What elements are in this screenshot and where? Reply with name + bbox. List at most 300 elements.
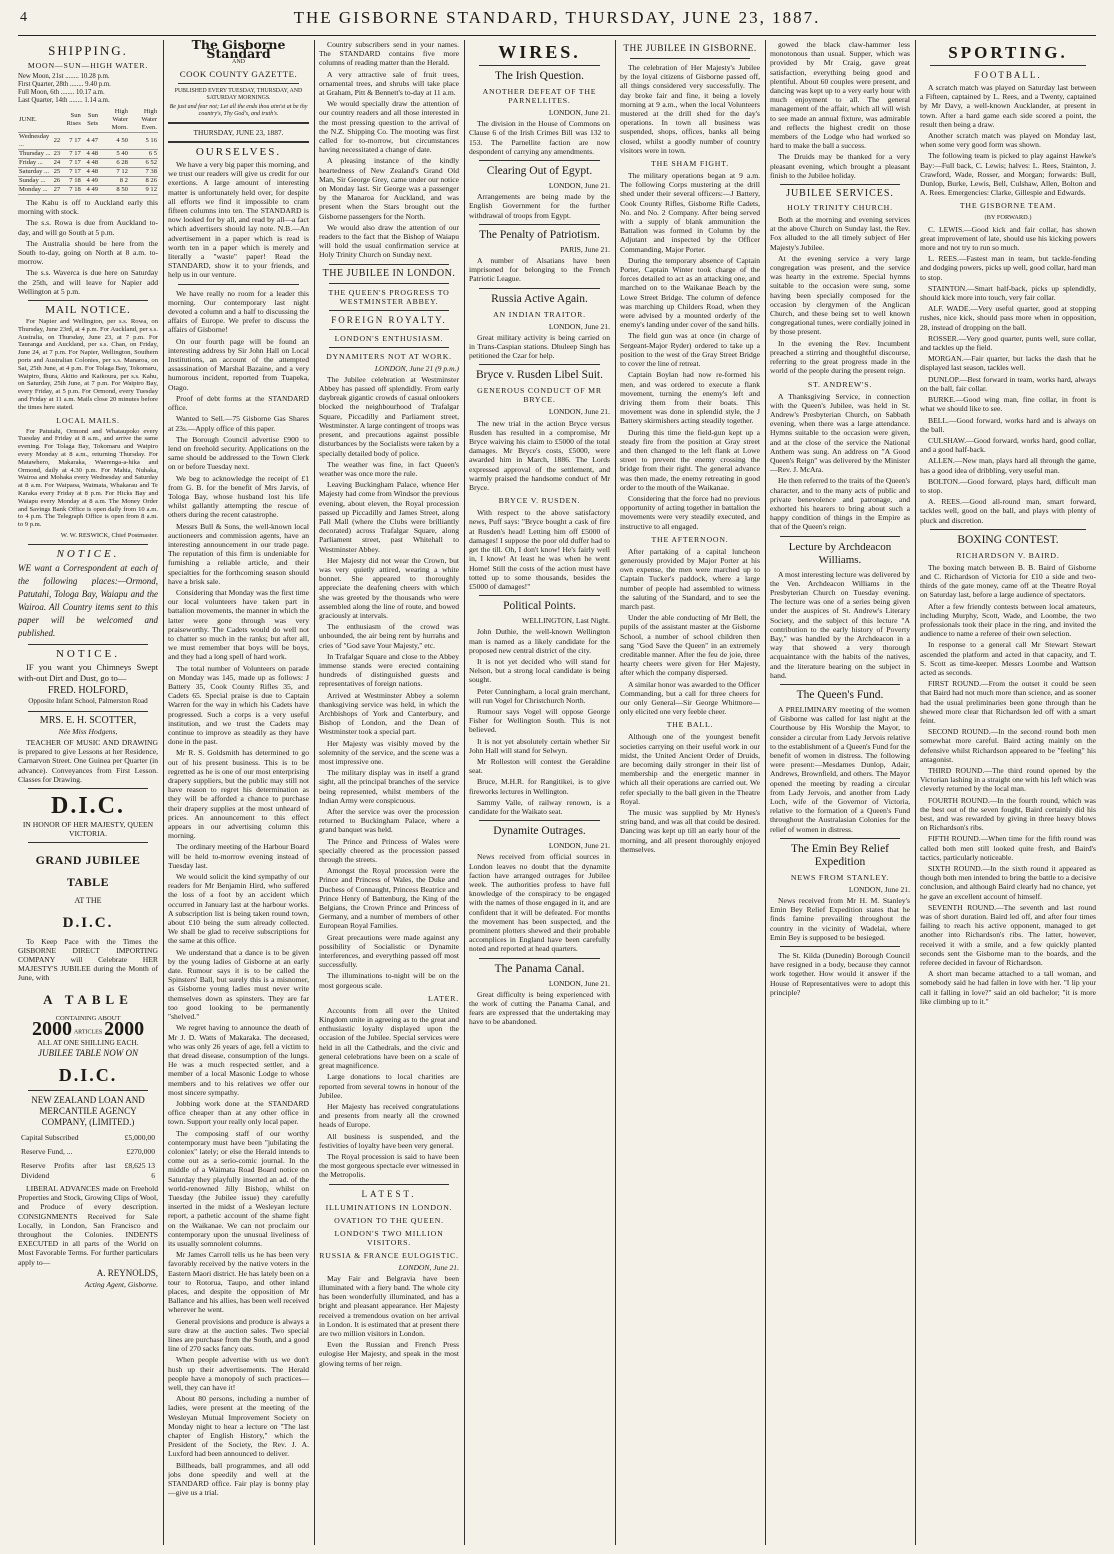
wire-heading: Dynamite Outrages. xyxy=(493,825,586,838)
capital-row xyxy=(20,1160,156,1182)
tide-row xyxy=(18,186,158,195)
divider xyxy=(780,838,900,839)
news-paragraph: Country subscribers send in your names. The STANDARD contains five more columns of reading matter than the Herald. xyxy=(319,40,459,68)
wire-body: Great military activity is being carried on in Trans-Caspian stations. Dhuleep Singh has petitioned the Czar for help. xyxy=(469,332,610,361)
shipping-note: The s.s. Rowa is due from Auckland to-day, and will go South at 5 p.m. xyxy=(18,218,158,237)
subheading: THE QUEEN'S PROGRESS TO WESTMINSTER ABBEY. xyxy=(328,287,450,306)
tide-cell: 7 17 xyxy=(61,168,82,177)
wire-body: Peter Cunningham, a local grain merchant, will run Vogel for Christchurch North. xyxy=(469,686,610,705)
subheading: THE SHAM FIGHT. xyxy=(651,159,729,169)
tide-cell: 26 xyxy=(53,177,61,184)
divider xyxy=(479,288,600,289)
wire-body: It is not yet absolutely certain whether Sir John Hall will stand for Selwyn. xyxy=(469,736,610,755)
news-paragraph: During the temporary absence of Captain Porter, Captain Winter took charge of the forces detailed to act as an attacking one, and marched on to the Waikanae Beach by the Lowe Street Bridge. The column of defence was marching up Childers Road, when they were advised by a mounted orderly of the enemy's landing under cover of the sand hills. xyxy=(620,255,760,330)
paper-subtitle: COOK COUNTY GAZETTE. xyxy=(179,68,298,79)
local-mails-body: For Patutahi, Ormond and Whataupoko every Tuesday and Friday at 8 a.m., and arrive the same evening. For Tolaga Bay, Tokomaru and Waipiro every Monday at 8 a.m., returning Thursday. For Matawhero, Makaraka, Waerenga-a-hika and Ormond, daily at 4.30 p.m. For Mahia, Nuhaka, Wairoa and Mohaka every Wednesday and Saturday at 8 a.m. For Waipaoa, Waimata, Whakarau and Te Karaka every Friday at 8 p.m. For Hicks Bay and Waiapu every Monday at 8 a.m. The Money Order and Savings Bank Office is open daily from 10 a.m. to 4 p.m. The Telegraph Office is open from 8 a.m. to 9 p.m. xyxy=(18,427,158,529)
wire-body: Mr Rolleston will contest the Geraldine seat. xyxy=(469,756,610,776)
news-paragraph: In Trafalgar Square and close to the Abbey immense stands were erected containing hundreds of distinguished guests and representatives of foreign nations. xyxy=(319,651,459,689)
divider xyxy=(780,536,900,537)
news-paragraph: Both at the morning and evening services at the above Church on Sunday last, the Rev. Fox alluded to the all timely subject of Her Majesty's Jubilee. xyxy=(770,215,910,252)
news-paragraph: All business is suspended, and the festivities of loyalty have been very general. xyxy=(319,1131,459,1150)
divider xyxy=(28,544,148,545)
tide-cell: 25 xyxy=(53,168,61,175)
news-paragraph: Proof of debt forms at the STANDARD office. xyxy=(168,393,309,413)
divider xyxy=(28,842,148,843)
news-paragraph: A PRELIMINARY meeting of the women of Gisborne was called for last night at the Courthouse by His Worship the Mayor, to consider a circular from Lady Jervois relative to the establishment of a Queen's Fund for the benefit of women in distress. The following were present:—Mesdames Dunlop, Adair, Andrews, Brownfield, and others. The Mayor opened the meeting by reading a circular from Lady Jervois, and another from Lady Loch, wife of the Governor of Victoria, relative to the formation of a Queen's Fund throughout the Australasian Colonies for the relief of women in distress. xyxy=(770,704,910,834)
news-paragraph: SECOND ROUND.—In the second round both men somewhat more careful. Baird acting mainly on the defensive whilst Richardson appeared to be "feeling" his antagonist. xyxy=(920,727,1096,764)
wire-body: A number of Alsatians have been imprisoned for belonging to the French Patriotic League. xyxy=(469,256,610,284)
tide-cell: Monday ... xyxy=(18,186,53,195)
editorial-paragraph: We have a very big paper this morning, and we trust our readers will give us credit for our exertions. A large amount of interesting matter is unfortunately held over, for despite all efforts we find it impossible to cram fifteen columns into ten. The STANDARD is now looked for by all, and read by all—a fact which advertisers should lay note. N.B.—An advertisement in a paper which is read is worth ten in a paper which is merely and literally a "waste" paper! Read the STANDARD, show it to your friends, and help us in our venture. xyxy=(168,160,309,280)
news-paragraph: Amongst the Royal procession were the Prince and Princess of Wales, the Duke and Duchess of Connaught, Princess Beatrice and Prince Henry of Battenburg, the King of the Belgians, the Crown Prince and Princess of Germany, and a number of members of other European Royal Families. xyxy=(319,866,459,931)
subheading: ST. ANDREW'S. xyxy=(807,379,873,389)
dateline: LONDON, June 21. xyxy=(548,321,610,331)
wire-heading: Clearing Out of Egypt. xyxy=(486,165,593,178)
news-paragraph: The Druids may be thanked for a very pleasant evening, which brought a pleasant finish to the Jubilee holiday. xyxy=(770,152,910,180)
capital-label: Reserve Fund, ... xyxy=(21,1147,73,1157)
news-paragraph: Arrived at Westminster Abbey a solemn thanksgiving service was held, in which the Archbishops of York and Canterbury, and Bishop of London, and the Dean of Westminster took a special part. xyxy=(319,690,459,737)
moon-phases xyxy=(18,73,158,105)
news-paragraph: The celebration of Her Majesty's Jubilee by the loyal citizens of Gisborne passed off, all things considered very successfully. The day broke fair and fine, it being a lovely morning at 9 a.m., when the local Volunteers mustered at the drill shed for the day's operations. In town all business was suspended, shops, offices, banks all being closed, whilst a goodly number of country visitors were in town. xyxy=(620,63,760,155)
news-paragraph: The illuminations to-night will be on the most gorgeous scale. xyxy=(319,971,459,990)
player-note: L. REES.—Fastest man in team, but tackle-fending and dodging powers, picks up well, good collar, hard man to stop. xyxy=(920,254,1096,282)
tide-cell: 8 2 xyxy=(99,177,129,186)
news-paragraph: Accounts from all over the United Kingdom unite in agreeing as to the great and enthusiastic loyalty displayed upon the occasion of the Jubilee. Special services were held in all the Cathedrals, and the civic and general celebrations have been on a scale of great magnificence. xyxy=(319,1005,459,1071)
news-paragraph: The Jubilee celebration at Westminster Abbey has passed off splendidly. From early daybreak gigantic crowds of casual onlookers blocked the neighbourhood of Trafalgar Square, Piccadilly and Parliament street, Westminster. A large contingent of troops was present, and precautions against possible disturbances by the Socialists were taken by a specially detailed body of police. xyxy=(319,374,459,458)
divider xyxy=(329,1184,449,1185)
latest-heading: LATEST. xyxy=(361,1188,417,1199)
tide-cell: 27 xyxy=(53,186,61,193)
tide-cell: 22 xyxy=(53,133,62,150)
player-note: MORGAN.—Fair quarter, but lacks the dash that he displayed last season, tackles well. xyxy=(920,354,1096,373)
jubilee-london-heading: THE JUBILEE IN LONDON. xyxy=(322,267,456,279)
tide-cell: 6 28 xyxy=(99,159,129,168)
dateline: LONDON, June 21. xyxy=(548,978,610,988)
news-paragraph: A pleasing instance of the kindly heartedness of New Zealand's Grand Old Man, Sir George Grey, came under our notice on Monday last. Sir George was a passenger by the Manaroa for Auckland, and was present when the Stars brought out the Gisborne passengers for the North. xyxy=(319,156,459,221)
wire-body: Rumour says Vogel will oppose George Fisher for Wellington South. This is not believed. xyxy=(469,706,610,735)
news-paragraph: Another scratch match was played on Monday last, when some very good form was shown. xyxy=(920,131,1096,150)
editorial-heading: OURSELVES. xyxy=(195,146,282,159)
dateline: LONDON, June 21. xyxy=(548,841,610,851)
postmaster-signature: W. W. RESWICK, Chief Postmaster. xyxy=(60,531,158,539)
wire-body: Sammy Valle, of railway renown, is a candidate for the Waikato seat. xyxy=(469,797,610,816)
news-paragraph: The following team is picked to play against Hawke's Bay:—Full back, C. Lewis; halves: L. Rees, Stainton, J. Crawford, Wade, Rosser, and Morgan; forwards: Bull, Dunlop, Burke, Lewis, Bell, Culshaw, Allen, Bolton and A. Rees. Emergencies: Clarke, Gillespie and Edwards. xyxy=(920,151,1096,198)
correspondent-notice: WE want a Correspondent at each of the following places:—Ormond, Patutahi, Tologa Bay, Waiapu and the Wairoa. All Country items sent to this paper will be welcomed and published. xyxy=(18,563,158,639)
tide-row xyxy=(18,168,158,177)
news-paragraph: About 80 persons, including a number of ladies, were present at the meeting of the Wesleyan Mutual Improvement Society on Monday night to hear a lecture on "The last chapter of English History," which the President of the Society, the Rev. J. A. Luxford had been announced to deliver. xyxy=(168,1394,309,1459)
news-paragraph: He then referred to the traits of the Queen's character, and to the many acts of public and private benevolence and patronage, and exhorted his hearers to bring about such a happy condition of things in the Empire as that of the Queen's reign. xyxy=(770,476,910,532)
moon-phase: Full Moon, 6th ........ 10.17 a.m. xyxy=(18,89,105,96)
subheading: THE BALL. xyxy=(666,720,714,730)
wire-subheading: ANOTHER DEFEAT OF THE PARNELLITES. xyxy=(482,87,597,105)
paper-title-and: AND xyxy=(232,59,245,66)
tide-cell: 8 50 xyxy=(99,186,129,195)
tide-cell: Sunday ... xyxy=(18,177,53,186)
subheading: DYNAMITERS NOT AT WORK. xyxy=(326,351,452,361)
news-paragraph: General provisions and produce is always a sure draw at the auction sales. Two special lines are purchase from the South, and a good line of 270 sacks fancy oats. xyxy=(168,1316,309,1354)
news-paragraph: FIRST ROUND.—From the outset it could be seen that Baird had not much more than science, and as sooner had the usual preliminaries been gone through than he shewed more clear that Richardson led off with a smart feint. xyxy=(920,679,1096,725)
tide-row xyxy=(18,177,158,186)
column-rule xyxy=(915,40,916,1545)
tide-cell: 7 12 xyxy=(99,168,129,177)
tide-cell: 6 52 xyxy=(129,159,158,168)
capital-table xyxy=(18,1130,158,1184)
divider xyxy=(168,122,309,124)
scotter-name: MRS. E. H. SCOTTER, xyxy=(39,714,137,726)
queens-fund-heading: The Queen's Fund. xyxy=(796,688,884,701)
notice-heading: NOTICE. xyxy=(55,648,121,661)
divider xyxy=(780,946,900,947)
subheading: THE AFTERNOON. xyxy=(651,534,729,544)
divider xyxy=(28,644,148,645)
tide-cell: 7 17 xyxy=(61,133,82,150)
tide-cell: 7 17 xyxy=(61,150,82,159)
tide-cell: 4 49 xyxy=(82,186,99,195)
player-note: ROSSER.—Very good quarter, punts well, sure collar, and tackles up the field. xyxy=(920,333,1096,353)
news-paragraph: We would specially draw the attention of our country readers and all those interested in the most pressing question to the arrival of the N.Z. Shipping Co. The mooting was first called for to-morrow, but circumstances having necessitated a change of date. xyxy=(319,99,459,155)
news-paragraph: After partaking of a capital luncheon generously provided by Major Porter at his own expense, the men were marched up to Captain Tucker's paddock, where a large number of people had assembled to witness the saluting of the Standard, and to see the march past. xyxy=(620,546,760,611)
divider xyxy=(479,160,600,161)
paper-title: The Gisborne Standard xyxy=(191,40,286,62)
chimney-notice: IF you want you Chimneys Swept with-out Dirt and Dust, go to— xyxy=(18,662,158,684)
subheading: OVATION TO THE QUEEN. xyxy=(334,1215,444,1225)
issue-date: THURSDAY, JUNE 23, 1887. xyxy=(193,127,284,137)
containing-about: CONTAINING ABOUT xyxy=(55,1014,121,1022)
articles-count: 2000 xyxy=(31,1017,72,1040)
subheading: RUSSIA & FRANCE EULOGISTIC. xyxy=(319,1250,459,1260)
wire-heading: Political Points. xyxy=(503,600,576,613)
news-paragraph: Mr James Carroll tells us he has been very favorably received by the native voters in the Eastern Maori district. He has lately been on a tour to Rotorua, Taupo, and other inland places, and despite the opposition of Mr Ballance and his allies, has been well received wherever he went. xyxy=(168,1250,309,1315)
news-paragraph: Jobbing work done at the STANDARD office cheaper than at any other office in town. Support your really only local paper. xyxy=(168,1098,309,1127)
news-paragraph: A similar honor was awarded to the Officer Commanding, but a call for three cheers for our only General—Sir George Whitmore—only elicited one very feeble cheer. xyxy=(620,679,760,717)
dateline: PARIS, June 21. xyxy=(560,244,610,254)
wire-heading: The Penalty of Patriotism. xyxy=(479,228,600,241)
divider xyxy=(329,283,449,284)
divider xyxy=(930,529,1086,530)
wire-subheading: GENEROUS CONDUCT OF MR BRYCE. xyxy=(477,386,602,405)
tide-row xyxy=(18,159,158,168)
football-heading: FOOTBALL. xyxy=(974,70,1042,80)
news-paragraph: We would also draw the attention of our readers to the fact that the Bishop of Waiapu will hold the usual confirmation service at Holy Trinity Church on Sunday next. xyxy=(319,222,459,260)
dic-logo: D.I.C. xyxy=(58,1065,118,1086)
subheading: NEWS FROM STANLEY. xyxy=(790,872,890,882)
column-2 xyxy=(168,40,309,1545)
masthead-title: THE GISBORNE STANDARD, THURSDAY, JUNE 23, 1887. xyxy=(293,8,821,27)
divider xyxy=(28,788,148,789)
news-paragraph: The music was supplied by Mr Hynes's string band, and was all that could be desired. Dancing was kept up till an early hour of the morning, and all present thoroughly enjoyed themselves. xyxy=(620,808,760,854)
publication-schedule: PUBLISHED EVERY TUESDAY, THURSDAY, AND SATURDAY MORNINGS. xyxy=(174,87,303,101)
news-paragraph: We understand that a dance is to be given by the young ladies of Gisborne at an early date. Rumour says it is to be called the Spinsters' Ball, but surely this is a misnomer, as Gisborne young ladies must never write themselves down as spinsters. They are far too good looking to be permanently "shelved." xyxy=(168,947,309,1022)
subheading: HOLY TRINITY CHURCH. xyxy=(787,203,893,213)
player-note: BELL.—Good forward, works hard and is always on the ball. xyxy=(920,415,1096,434)
wire-heading: The Irish Question. xyxy=(494,70,585,82)
divider xyxy=(479,65,600,66)
holford-address: Opposite Infant School, Palmerston Road xyxy=(28,697,148,706)
news-paragraph: The total number of Volunteers on parade on Monday was 145, made up as follows: J Battery 35, Cook County Rifles 35, and Cadets 65. Special praise is due to Captain Warren for the way in which his Cadets have progressed. Such a corps is a very useful institution, and we trust the Cadets may continue to improve as steadily as they have done in the past. xyxy=(168,663,309,747)
news-paragraph: SEVENTH ROUND.—The seventh and last round was of short duration. Baird led off, and after four times failing to reach his active opponent, managed to get another into Richardson's ribs. The latter, however, received it with a smile, and a few quickly planted seconds sent the Gisborne man to the boards, and the referee decided in favour of Richardson. xyxy=(920,902,1096,968)
moon-phase: New Moon, 21st ........ 10.28 p.m. xyxy=(18,73,110,80)
news-paragraph: On our fourth page will be found an interesting address by Sir John Hall on Local Institutions, an account of the attempted assassination of Marshal Bazaine, and a very humorous incident, reported from Tuapeka, Otago. xyxy=(168,336,309,392)
news-paragraph: We have really no room for a leader this morning. Our contemporary last night devoted a column and a half to discussing the affairs of Europe. We prefer to discuss the affairs of Gisborne! xyxy=(168,288,309,335)
divider xyxy=(479,364,600,365)
one-shilling: ALL AT ONE SHILLING EACH. xyxy=(37,1037,139,1047)
wire-body: With respect to the above satisfactory news, Puff says: "Bryce bought a cask of fire at Rusden's head! Letting him off £5000 of damages! I suppose the poor old duffer had to get the till. Oh, I don't know! He's fairly well in, I know! At least he was when he went Home! Still the costs of the action must have totted up to some thousands, besides the £5000 of damages!" xyxy=(469,508,610,591)
tide-cell: 24 xyxy=(53,159,61,166)
divider xyxy=(780,684,900,685)
divider xyxy=(28,300,148,301)
news-paragraph: Considering that the force had no previous opportunity of acting together in battalion the movements were very steadily executed, and instructive to all engaged. xyxy=(620,493,760,531)
news-paragraph: The St. Kilda (Dunedin) Borough Council have resigned in a body, because they cannot work together. How would it answer if the House of Representatives were to adopt this principle? xyxy=(770,951,910,997)
tide-row xyxy=(18,150,158,159)
column-5 xyxy=(620,40,760,1545)
news-paragraph: FIFTH ROUND.—When time for the fifth round was called both men still looked quite fresh, and Baird's tactics, particularly noticeable. xyxy=(920,834,1096,862)
news-paragraph: During this time the field-gun kept up a steady fire from the position at Gray street and then changed to the left flank at Lowe street to prevent the enemy crossing the bridge from their right. The general advance was then made, the enemy retreating in good order to the mouth of the Waikanae. xyxy=(620,427,760,492)
dic-logo: D.I.C. xyxy=(62,914,114,931)
moon-phase: First Quarter, 28th ........ 9.40 p.m. xyxy=(18,81,111,88)
mail-notice-heading: MAIL NOTICE. xyxy=(45,304,131,317)
tide-header-day xyxy=(53,108,62,133)
wire-body: The division in the House of Commons on Clause 6 of the Irish Crimes Bill was 132 to 153. The Parnellite faction are now despondent of carrying any amendments. xyxy=(469,119,610,156)
news-paragraph: Although one of the youngest benefit societies carrying on their useful work in our midst, the United Ancient Order of Druids, are becoming daily stronger in their list of membership and the energetic manner in which all their operations are carried out. We refer specially to the ball given in the Theatre Royal. xyxy=(620,732,760,806)
tide-header: Sun Rises xyxy=(61,108,82,133)
subheading: FOREIGN ROYALTY. xyxy=(331,314,447,325)
articles-label: ARTICLES xyxy=(73,1029,103,1036)
divider xyxy=(28,1090,148,1091)
news-paragraph: A scratch match was played on Saturday last between a Fifteen, captained by L. Rees, and a Twenty, captained by Mr Davy, a well-known Aucklander, at present in town. After a hard game each side scored a point, the result then being a draw. xyxy=(920,83,1096,129)
tide-cell: 9 12 xyxy=(129,186,158,195)
lecture-heading: Lecture by Archdeacon Williams. xyxy=(788,540,892,566)
dic-honor: IN HONOR OF HER MAJESTY, QUEEN VICTORIA. xyxy=(22,819,154,839)
divider xyxy=(479,820,600,821)
shipping-heading: SHIPPING. xyxy=(48,43,128,58)
news-paragraph: In response to a general call Mr Stewart Stewart ascended the platform and acted in that capacity, and T. S. Scott as time-keeper. Messrs Loombe and Wattson acted as seconds. xyxy=(920,640,1096,677)
news-paragraph: Messrs Bull & Sons, the well-known local auctioneers and commission agents, have an interesting announcement in our trade page. The reputation of this firm is undeniable for furnishing a reliable article, and their specialties for the forthcoming season should have a brisk sale. xyxy=(168,521,309,586)
later-heading: LATER. xyxy=(427,993,459,1003)
emin-bey-heading: The Emin Bey Relief Expedition xyxy=(790,842,890,868)
jubilee-gisborne-heading: THE JUBILEE IN GISBORNE. xyxy=(623,44,757,54)
tide-cell: 4 48 xyxy=(82,168,99,177)
divider xyxy=(178,284,299,285)
news-paragraph: SIXTH ROUND.—In the sixth round it appeared as though both men intended to bring the battle to a decisive conclusion, and although Baird clearly had no chance, yet he gave an excellent account of himself. xyxy=(920,864,1096,901)
news-paragraph: Even the Russian and French Press eulogise Her Majesty, and speak in the most glowing terms of her reign. xyxy=(319,1340,459,1368)
news-paragraph: A most interesting lecture was delivered by the Ven. Archdeacon Williams in the Presbyterian Church on Tuesday evening. The lecture was one of a series being given under the auspices of St. Andrew's Literary Society, and the subject of this lecture "A contribution to the early history of Poverty Bay," was handled by the Archdeacon in a way that showed a very thorough acquaintance with the habits of the natives, and the literature bearing on the subject in hand. xyxy=(770,569,910,680)
tide-cell: Thursday ... xyxy=(18,150,53,159)
table-word: A TABLE xyxy=(43,991,133,1007)
news-paragraph: The weather was fine, in fact Queen's weather was once more the rule. xyxy=(319,459,459,478)
dateline: LONDON, June 21. xyxy=(548,181,610,191)
player-note: BURKE.—Good wing man, fine collar, in front is what we should like to see. xyxy=(920,395,1096,414)
nz-loan-heading: NEW ZEALAND LOAN AND MERCANTILE AGENCY COMPANY, (LIMITED.) xyxy=(31,1095,145,1128)
player-note: A. REES.—Good all-round man, smart forward, tackles well, good on the ball, and plays with plenty of pluck and discretion. xyxy=(920,497,1096,525)
subheading: LONDON'S TWO MILLION VISITORS. xyxy=(334,1228,444,1247)
scotter-nee: Née Miss Hodgens, xyxy=(58,726,118,736)
player-note: ALF. WADE.—Very useful quarter, good at stopping rushes, nice kick, should pass more when in opposition, 28, instead of dropping on the ball. xyxy=(920,304,1096,332)
player-note: CULSHAW.—Good forward, works hard, good collar, and a good half-back. xyxy=(920,435,1096,455)
tide-cell: 4 48 xyxy=(82,159,99,168)
masthead-rule xyxy=(18,35,1096,36)
news-paragraph: Large donations to local charities are reported from several towns in honour of the Jubilee. xyxy=(319,1072,459,1100)
capital-label: Capital Subscribed xyxy=(21,1133,79,1143)
news-paragraph: A very attractive sale of fruit trees, ornamental trees, and shrubs will take place at Graham, Pitt & Bennett's to-day at 11 a.m. xyxy=(319,69,459,98)
jubilee-services-heading: JUBILEE SERVICES. xyxy=(786,188,894,200)
wire-heading: Russia Active Again. xyxy=(491,292,588,305)
articles-count: 2000 xyxy=(104,1017,145,1040)
masthead xyxy=(0,0,1114,36)
player-note: BOLTON.—Good forward, plays hard, difficult man to stop. xyxy=(920,476,1096,495)
wire-body: Great difficulty is being experienced with the work of cutting the Panama Canal, and fears are expressed that the undertaking may have to be abandoned. xyxy=(469,989,610,1027)
news-paragraph: Billheads, ball programmes, and all odd jobs done speedily and well at the STANDARD office. Fair play is bonny play—give us a trial. xyxy=(168,1460,309,1498)
news-paragraph: Wanted to Sell.—75 Gisborne Gas Shares at 23s.—Apply office of this paper. xyxy=(168,414,309,433)
divider xyxy=(28,711,148,712)
wire-body: John Duthie, the well-known Wellington man is named as a likely candidate for the proposed new central district of the city. xyxy=(469,627,610,655)
news-paragraph: We would solicit the kind sympathy of our readers for Mr Benjamin Hird, who suffered the loss of a foot by an accident which occurred in January last at the harbour works. A subscription list is being taken round town, about £10 being the sum already collected. We shall be glad to receive subscriptions for the same at this office. xyxy=(168,872,309,946)
mail-notice-body: For Napier and Wellington, per s.s. Rowa, on Thursday, June 23rd, at 4 p.m. For Auckland, per s.s. Australia, on Thursday, June 23, at 7 p.m. For Tauranga and Auckland, per s.s. Chan, on Friday, June 24, at 7 p.m. For Napier, Wellington, Southern ports and Australian Colonies, per s.s. Manaroa, on Sat, 25th June, at 4 p.m. For Tolaga Bay, Tokomaru, Waipiro, Ihura, Akitio and Kaikoura, per s.s. Kahu, on Saturday, 25th June, at 7 p.m. For Waipiro Bay, every Friday, at 5 p.m. For Ormond, every Tuesday and Friday at 11 a.m. Mails close 20 minutes before the times here stated. xyxy=(18,318,158,411)
tide-header: High Water Even. xyxy=(129,108,158,133)
column-rule xyxy=(615,40,616,1545)
news-paragraph: The composing staff of our worthy contemporary must have been "jubilating the coloniex" lately; or else the Herald intends to come out as a serio-comic journal. In the middle of a Waimata Road Board notice on Saturday they playfully inserted an ad. of the world-renowned Jilly Bishop, whilst on Tuesday (the Jubilee issue) they carefully inserted in the midst of a Wesleyan lecture report, a pathetic account of the shame fight on the Waikanae. We can not proclaim our contemporary upon the unusual liveliness of its usually somnolent columns. xyxy=(168,1128,309,1248)
news-paragraph: gowed the black claw-hammer less monotonous than usual. Supper, which was provided by Mr Craig, gave great satisfaction, everything being good and plentiful. About 60 couples were present, and dancing was kept up to a very early hour with much enjoyment to all. The general management of the affair, which all will wish to see made an annual fixture, was admirable and reflects the highest credit on those members of the Lodge who had worked so hard to make the ball a success. xyxy=(770,40,910,151)
tide-cell: Wednesday ... xyxy=(18,133,53,150)
column-1 xyxy=(18,40,158,1545)
tide-cell: 23 xyxy=(53,150,61,157)
news-paragraph: When people advertise with us we don't hush up their advertisements. The Herald people have a monopoly of such practices—well, they can have it! xyxy=(168,1355,309,1393)
tide-cell: 7 18 xyxy=(61,186,82,195)
column-3 xyxy=(319,40,459,1545)
news-paragraph: Her Majesty has received congratulations and presents from nearly all the crowned heads of Europe. xyxy=(319,1101,459,1130)
news-paragraph: Her Majesty did not wear the Crown, but was very quietly attired, wearing a white bonnet. She appeared to thoroughly appreciate the deafening cheers with which she was greeted by the thousands who were assembled along the line of route, and bowed graciously at intervals. xyxy=(319,555,459,620)
tide-row xyxy=(18,133,158,150)
news-paragraph: The field gun was at once (in charge of Sergeant-Major Ryder) ordered to take up a position to the west of the Gray Street Bridge to cover the line of retreat. xyxy=(620,331,760,369)
divider xyxy=(479,595,600,596)
capital-label: Reserve Profits after last Dividend xyxy=(21,1161,116,1181)
divider xyxy=(329,264,449,265)
news-paragraph: Great precautions were made against any possibility of Socialistic or Dynamite interferences, and everything passed off most successfully. xyxy=(319,932,459,970)
page-number: 4 xyxy=(20,10,29,25)
tide-cell: 6 5 xyxy=(129,150,158,159)
column-rule xyxy=(765,40,766,1545)
scotter-ad: TEACHER OF MUSIC AND DRAWING is prepared to give Lessons at her Residence, Carnarvon Street. One Guinea per Quarter (in advance). Conveyances from First Lesson. Classes for Drawing. xyxy=(18,737,158,784)
player-note: C. LEWIS.—Good kick and fair collar, has shown great improvement of late, should use his kicking powers more and not try to run so much. xyxy=(920,224,1096,253)
tide-cell: 7 38 xyxy=(129,168,158,177)
divider xyxy=(329,329,449,330)
divider xyxy=(479,224,600,225)
capital-row xyxy=(20,1146,156,1158)
capital-value: £5,000,00 xyxy=(124,1133,155,1143)
news-paragraph: News received from Mr H. M. Stanley's Emin Bey Relief Expedition states that he finds famine prevailing throughout the country in the vicinity of Wadelai, where Emin Bey is supposed to be besieged. xyxy=(770,896,910,942)
paper-motto: Be just and fear not; Let all the ends thou aim'st at be thy country's, Thy God's, and truth's. xyxy=(169,103,308,117)
wire-body: It is not yet decided who will stand for Nelson, but a strong local candidate is being sought. xyxy=(469,656,610,685)
news-paragraph: In the evening the Rev. Incumbent preached a stirring and thoughtful discourse, referring to the great progress made in the world of the people during the present reign. xyxy=(770,338,910,376)
jubilee-table-now: JUBILEE TABLE NOW ON xyxy=(37,1047,139,1058)
boxing-heading: BOXING CONTEST. xyxy=(957,533,1059,546)
news-paragraph: A Thanksgiving Service, in connection with the Queen's Jubilee, was held in St. Andrew's Presbyterian Church, on Sabbath evening, when there was a large attendance. Hymns suitable to the occasion were given, and at the close of the service the National Anthem was sung. An address on "A Good Queen's Reign" was delivered by the Minister—Rev. J. McAra. xyxy=(770,391,910,475)
news-paragraph: The Prince and Princess of Wales were specially cheered as the procession passed through the streets. xyxy=(319,836,459,865)
tide-cell: 8 26 xyxy=(129,177,158,186)
reynolds-title: Acting Agent, Gisborne. xyxy=(84,1280,158,1290)
news-paragraph: THIRD ROUND.—The third round opened by the Victorian lashing in a straight one with his left which was cleverly returned by the local man. xyxy=(920,766,1096,794)
divider xyxy=(329,347,449,348)
tide-cell: 7 18 xyxy=(61,177,82,186)
news-paragraph: FOURTH ROUND.—In the fourth round, which was the best out of the seven fought, Baird certainly did his best, and was rewarded by giving in three heavy blows on Richardson's ribs. xyxy=(920,795,1096,833)
news-paragraph: Leaving Buckingham Palace, whence Her Majesty had come from Windsor the previous evening, about eleven, the Royal procession passed up Piccadilly and James Street, along Pall Mall (where the Clubs were brilliantly decorated) across Trafalgar Square, along Parliament street, past Whitehall to Westminster Abbey. xyxy=(319,480,459,554)
news-paragraph: The ordinary meeting of the Harbour Board will be held to-morrow evening instead of Tuesday last. xyxy=(168,842,309,870)
tide-header: Sun Sets xyxy=(82,108,99,133)
shipping-subheading: MOON—SUN—HIGH WATER. xyxy=(27,61,149,70)
notice-heading: NOTICE. xyxy=(56,548,120,561)
column-4 xyxy=(469,40,610,1545)
news-paragraph: Considering that Monday was the first time our local volunteers have taken part in battalion movements, the manner in which the latter were gone through was very praiseworthy. The Cadets would do well not to chatter so much in the ranks; but after all, we must remember that boys will be boys, and they had a long spell of hard work. xyxy=(168,587,309,662)
news-paragraph: The enthusiasm of the crowd was unbounded, the air being rent by hurrahs and cries of "God save Your Majesty," etc. xyxy=(319,622,459,650)
tide-cell: 4 50 xyxy=(99,133,129,150)
wire-body: Bruce, M.H.R. for Rangitikei, is to give fireworks lectures in Wellington. xyxy=(469,777,610,796)
player-note: DUNLOP.—Best forward in team, works hard, always on the ball, fair collar. xyxy=(920,374,1096,393)
dateline: WELLINGTON, Last Night. xyxy=(521,616,610,626)
tide-cell: 5 40 xyxy=(99,150,129,159)
wire-body: The new trial in the action Bryce versus Rusden has resulted in a compromise, Mr Bryce waiving his claim to £5000 of the total damages. Mr Bryce's costs, £5000, were awarded him in March, 1886. The Lords expressed approval of the settlement, and warmly praised the handsome conduct of Mr Bryce. xyxy=(469,418,610,493)
wire-heading: Bryce v. Rusden Libel Suit. xyxy=(475,369,604,382)
news-paragraph: Mr R. S. Goldsmith has determined to go out of his present business. This is to be regretted as he is one of our most enterprising drapery suppliers, but the public may still not have reason to regret his determination as they will be afforded a chance to purchase their drapery supplies at the most unheard of prices. An announcement to this effect appears in our advertising column this morning. xyxy=(168,748,309,841)
dic-body: To Keep Pace with the Times the GISBORNE DIRECT IMPORTING COMPANY will Celebrate HER MAJESTY'S JUBILEE during the Month of June, with xyxy=(18,936,158,983)
news-paragraph: We beg to acknowledge the receipt of £1 from G. B. for the benefit of Mrs Jarvis, of Tologa Bay, whose husband lost his life whilst gallantly attempting the rescue of others during the recent catastrophe. xyxy=(168,473,309,520)
news-paragraph: May Fair and Belgravia have been illuminated with a fiery band. The whole city has been wonderfully illuminated, and has a bright and pleasant appearance. Her Majesty received a tremendous ovation on her arrival in London. It is estimated that at present there are two million visitors in London. xyxy=(319,1273,459,1338)
subheading: THE GISBORNE TEAM. xyxy=(959,201,1057,211)
grand-jubilee-heading: GRAND JUBILEE TABLE xyxy=(35,853,141,890)
divider xyxy=(168,141,309,143)
local-mails-heading: LOCAL MAILS. xyxy=(56,415,120,425)
dateline: LONDON, June 21. xyxy=(548,108,610,117)
dateline: LONDON, June 21 (9 p.m.) xyxy=(374,363,459,373)
tide-header: JUNE. xyxy=(18,108,53,133)
divider xyxy=(479,958,600,959)
reynolds-name: A. REYNOLDS, xyxy=(96,1267,158,1278)
capital-value: £270,000 xyxy=(126,1147,155,1157)
column-6 xyxy=(770,40,910,1545)
news-paragraph: The boxing match between B. B. Baird of Gisborne and C. Richardson of Victoria for £10 a side and two-thirds of the gate money, came off at the Theatre Royal on Saturday last, before a large audience of spectators. xyxy=(920,562,1096,600)
divider xyxy=(780,184,900,185)
news-paragraph: The Borough Council advertise £900 to lend on freehold security. Applications on the same should be addressed to the Town Clerk on or before Tuesday next. xyxy=(168,434,309,472)
player-note: STAINTON.—Smart half-back, picks up splendidly, should kick more into touch, very fair collar. xyxy=(920,283,1096,303)
news-paragraph: Her Majesty was visibly moved by the solemnity of the service, and the scene was a most impressive one. xyxy=(319,738,459,766)
moon-phase: Last Quarter, 14th ........ 1.14 a.m. xyxy=(18,97,110,104)
news-paragraph: At the evening service a very large congregation was present, and the service was hearty in the extreme. Special hymns suitable to the occasion were sung, some having been specially composed for the occasion by clergymen of the Anglican Church, and these being set to well known congregational tunes, were cordially joined in by those present. xyxy=(770,253,910,337)
wires-heading: WIRES. xyxy=(498,42,581,62)
news-paragraph: After a few friendly contests between local amateurs, including Murphy, Scott, Wade, and Loombe, the two professionals took their place in the ring, and invited the audience to name a referee of their own selection. xyxy=(920,601,1096,639)
holford-name: FRED. HOLFORD, xyxy=(47,685,129,697)
loan-body: LIBERAL ADVANCES made on Freehold Properties and Stock, Growing Clips of Wool, and Produce of every description. CONSIGNMENTS Received for Sale Locally, in London, San Francisco and throughout the Colonies. INDENTS EXECUTED in all parts of the World on Most Favorable Terms. For further particulars apply to— xyxy=(18,1184,158,1267)
subheading: LONDON'S ENTHUSIASM. xyxy=(334,333,444,343)
divider xyxy=(178,83,299,84)
tide-cell: 4 48 xyxy=(82,150,99,159)
tide-cell: 5 16 xyxy=(129,133,158,150)
column-rule xyxy=(464,40,465,1545)
news-paragraph: The military display was in itself a grand sight, all the principal branches of the service being represented, whilst members of the Indian Army were conspicuous. xyxy=(319,768,459,805)
tide-cell: 4 49 xyxy=(82,177,99,186)
byline: (BY FORWARD.) xyxy=(984,214,1032,222)
shipping-note: The s.s. Waverca is due here on Saturday the 25th, and will leave for Napier add Wellington at 5 p.m. xyxy=(18,268,158,296)
divider xyxy=(930,65,1086,66)
capital-value: £8,625 13 6 xyxy=(124,1161,155,1181)
column-rule xyxy=(163,40,164,1545)
tide-header: High Water Morn. xyxy=(99,108,129,133)
news-paragraph: Under the able conducting of Mr Bell, the pupils of the assistant master at the Gisborne School, a number of school children then sang "God Save the Queen" in an extremely creditable manner. After the feu de joie, three hearty cheers were given for Her Majesty, after which the company dispersed. xyxy=(620,613,760,678)
shipping-note: The Australia should be here from the South to-day, going on North at 8 a.m. to-morrow. xyxy=(18,238,158,267)
capital-row xyxy=(20,1132,156,1144)
subheading: RICHARDSON V. BAIRD. xyxy=(956,550,1060,560)
column-7 xyxy=(920,40,1096,1545)
news-paragraph: After the service was over the procession returned to Buckingham Palace, where a grand banquet was held. xyxy=(319,807,459,835)
dic-logo: D.I.C. xyxy=(50,792,125,819)
tide-cell: Saturday ... xyxy=(18,168,53,177)
